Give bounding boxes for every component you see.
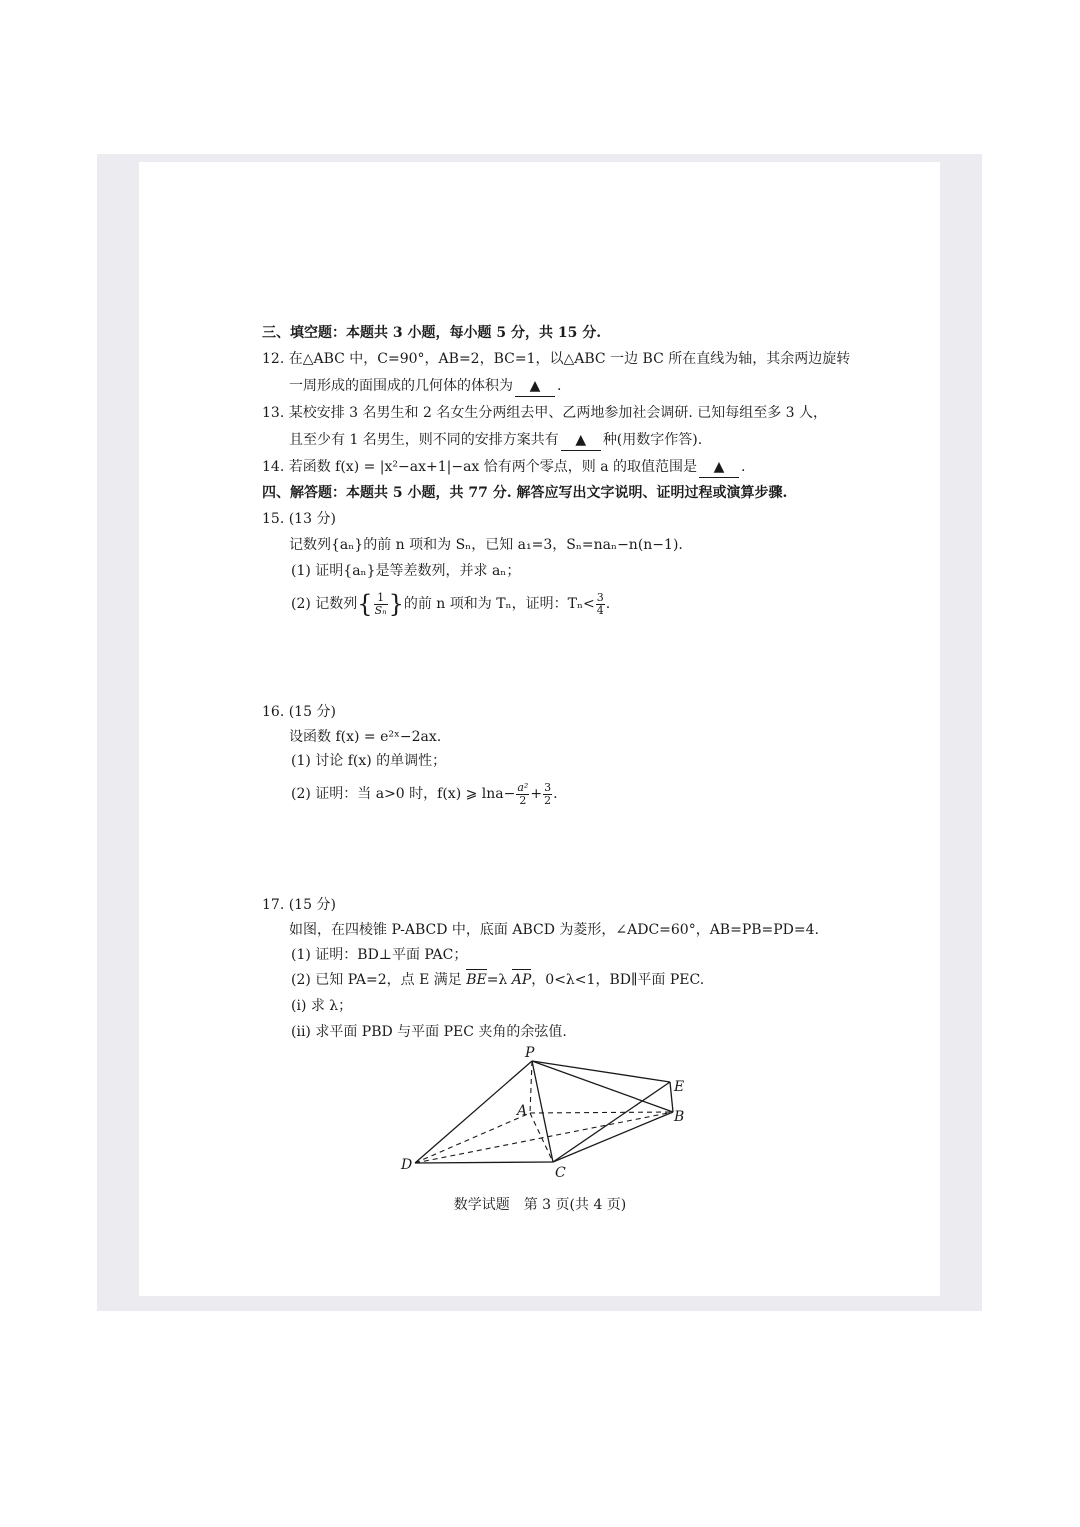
edge-ab <box>530 1112 673 1113</box>
q17-part2-ii: (ii) 求平面 PBD 与平面 PEC 夹角的余弦值. <box>291 1024 567 1040</box>
fraction: $\frac{\text{a²}}{2}$ <box>517 780 529 807</box>
edge-eb <box>670 1082 673 1112</box>
edge-ce <box>553 1082 670 1162</box>
q17-part1: (1) 证明：BD⊥平面 PAC； <box>291 947 468 963</box>
label-d: D <box>401 1157 413 1173</box>
section-3-title: 三、填空题：本题共 3 小题，每小题 5 分，共 15 分. <box>262 325 602 341</box>
q13-line1: 13. 某校安排 3 名男生和 2 名女生分两组去甲、乙两地参加社会调研. 已知每组至多 3 人， <box>262 405 828 421</box>
edge-pe <box>532 1061 670 1082</box>
q15-part1: (1) 证明{aₙ}是等差数列，并求 aₙ； <box>291 563 521 579</box>
pyramid-figure <box>395 1045 695 1185</box>
q15-part2: (2) 记数列{ $\frac{1}{\text{Sₙ}}$ }的前 n 项和为 Tₙ，证明：Tₙ< $\frac{3}{4}$ . <box>291 590 611 618</box>
q15-stem: 记数列{aₙ}的前 n 项和为 Sₙ，已知 a₁=3，Sₙ=naₙ−n(n−1). <box>289 537 683 553</box>
answer-blank: ▲ <box>515 376 555 397</box>
page-footer: 数学试题 第 3 页(共 4 页) <box>453 1197 627 1213</box>
q15-head: 15. (13 分) <box>262 511 336 527</box>
q13-line2: 且至少有 1 名男生，则不同的安排方案共有 ▲ 种(用数字作答). <box>289 430 702 451</box>
label-e: E <box>674 1079 685 1095</box>
edge-cb <box>553 1112 673 1162</box>
answer-blank: ▲ <box>699 457 739 478</box>
edge-da <box>415 1113 530 1163</box>
q16-part1: (1) 讨论 f(x) 的单调性； <box>291 753 447 769</box>
fraction: $\frac{3}{2}$ <box>544 780 552 807</box>
edge-pa <box>530 1061 532 1113</box>
q12-line2: 一周形成的面围成的几何体的体积为 ▲ . <box>289 376 561 397</box>
label-c: C <box>555 1165 566 1181</box>
edge-dc <box>415 1162 553 1163</box>
q12-line1: 12. 在△ABC 中，C=90°，AB=2，BC=1，以△ABC 一边 BC 所在直线为轴，其余两边旋转 <box>262 351 851 367</box>
q16-part2: (2) 证明：当 a>0 时，f(x) ⩾ lna− $\frac{\text{a²}}{2}$ + $\frac{3}{2}$ . <box>291 780 558 807</box>
edge-pd <box>415 1061 532 1163</box>
label-b: B <box>674 1109 685 1125</box>
fraction: $\frac{1}{\text{Sₙ}}$ <box>374 590 387 617</box>
q17-stem: 如图，在四棱锥 P-ABCD 中，底面 ABCD 为菱形，∠ADC=60°，AB=PB=PD=4. <box>289 922 819 938</box>
q17-head: 17. (15 分) <box>262 897 336 913</box>
q16-stem: 设函数 f(x) = e²ˣ−2ax. <box>289 729 442 745</box>
edge-pb <box>532 1061 673 1112</box>
answer-blank: ▲ <box>561 430 601 451</box>
q17-part2-i: (i) 求 λ； <box>291 998 353 1014</box>
section-4-title: 四、解答题：本题共 5 小题，共 77 分. 解答应写出文字说明、证明过程或演算步骤. <box>262 485 788 501</box>
fraction: $\frac{3}{4}$ <box>596 590 604 617</box>
vector-ap: AP <box>511 972 532 988</box>
q17-part2: (2) 已知 PA=2，点 E 满足 BE=λ AP，0<λ<1，BD∥平面 PEC. <box>291 972 705 988</box>
q14-line: 14. 若函数 f(x) = |x²−ax+1|−ax 恰有两个零点，则 a 的取值范围是 ▲ . <box>262 457 745 478</box>
vector-be: BE <box>466 972 487 988</box>
label-a: A <box>517 1103 528 1119</box>
edge-pc <box>532 1061 553 1162</box>
q16-head: 16. (15 分) <box>262 704 336 720</box>
label-p: P <box>525 1045 535 1061</box>
